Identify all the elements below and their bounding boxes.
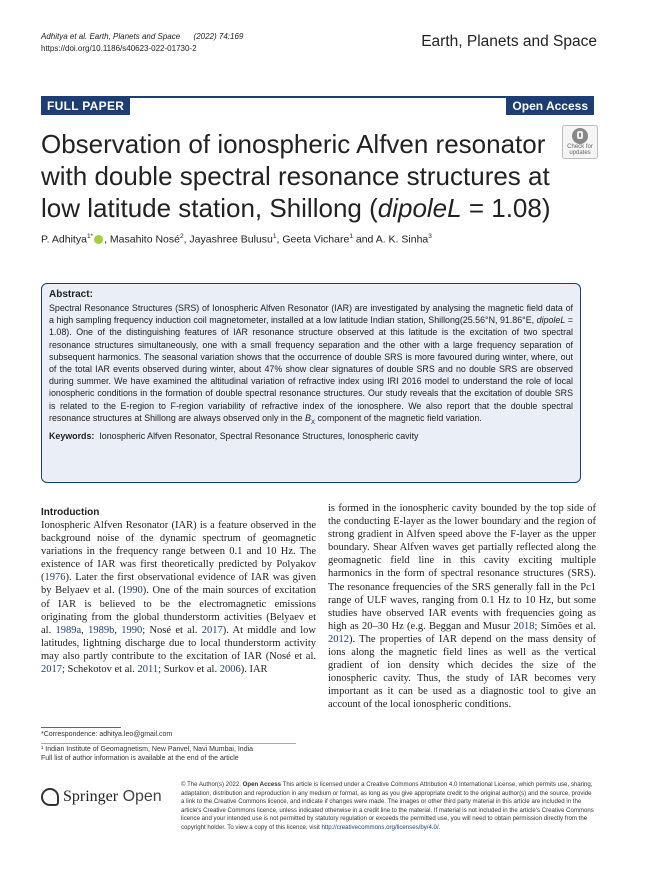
footnote-rule: [41, 727, 121, 728]
open-access-label: Open Access: [506, 98, 594, 115]
body-column-right: [328, 502, 596, 712]
ref-link[interactable]: 1989a: [55, 624, 82, 636]
affiliation-note: ¹ Indian Institute of Geomagnetism, New Panvel, Navi Mumbai, India: [41, 746, 254, 753]
abstract-text: Spectral Resonance Structures (SRS) of Ionospheric Alfven Resonator (IAR) are investigated by analysing the magnetic field data of a high sampling frequency induction coil magnetometer, installed at a low latitude Indian station, Shillong(25.56°N, 91.86°E, dipoleL = 1.08). One of the distinguishing features of IAR resonance structure observed at this latitude is the excitation of two spectral resonance structures simultaneously, one with a small frequency separation and the other with a large frequency separation of subsequent harmonics. The seasonal variation shows that the occurrence of double SRS is more favoured during winter, where, out of the total IAR events observed during winter, about 47% show clear signatures of double SRS and no double SRS are observed during summer. We have examined the altitudinal variation of refractive index using IRI 2016 model to understand the role of local ionospheric conditions in the formation of double spectral resonance structures. Our study reveals that the excitation of double SRS is related to the E-region to F-region variability of refractive index of the ionosphere. We also report that the double spectral resonance structures at Shillong are always observed only in the $B_X$ component of the magnetic field variation.: [49, 303, 573, 426]
abstract-box: [41, 283, 581, 483]
ref-link[interactable]: 2018: [513, 620, 535, 632]
license-statement: © The Author(s) 2022. Open Access This article is licensed under a Creative Commons Attribution 4.0 International License, which permits use, sharing, adaptation, distribution and reproduction in any medium or format, as long as you give appropriate credit to the original author(s) and the source, provide a link to the Creative Commons licence, and indicate if changes were made. The images or other third party material in this article are included in the article's Creative Commons licence, unless indicated otherwise in a credit line to the material. If material is not included in the article's Creative Commons licence and your intended use is not permitted by statutory regulation or exceeds the permitted use, you will need to obtain permission directly from the copyright holder. To view a copy of this licence, visit http://creativecommons.org/licenses/by/4.0/.: [181, 781, 594, 831]
keywords: Keywords: Ionospheric Alfven Resonator, Spectral Resonance Structures, Ionospheric cavity: [49, 430, 419, 441]
author-list: P. Adhitya$^{1*}$ , Masahito Nosé$^2$, Jayashree Bulusu$^1$, Geeta Vichare$^1$ and A. K. Sinha$^3$: [41, 233, 432, 246]
ref-link[interactable]: 1990: [121, 585, 143, 597]
ref-link[interactable]: 2017: [201, 624, 223, 636]
publisher-logo: Springer Open: [41, 788, 162, 806]
ref-link[interactable]: 2006: [219, 664, 241, 676]
springer-horse-icon: [41, 788, 59, 806]
ref-link[interactable]: 1976: [44, 572, 66, 584]
ref-link[interactable]: 1989b: [88, 624, 115, 636]
running-header: [41, 31, 243, 55]
ref-link[interactable]: 2011: [137, 664, 159, 676]
check-for-updates-badge[interactable]: Check for updates: [562, 125, 598, 159]
body-column-left: [41, 506, 316, 676]
doi-link[interactable]: https://doi.org/10.1186/s40623-022-01730-2: [41, 44, 197, 53]
update-icon: [572, 128, 588, 144]
author-info-note: Full list of author information is available at the end of the article: [41, 755, 239, 762]
license-link[interactable]: http://creativecommons.org/licenses/by/4.0/: [321, 823, 439, 831]
article-title: Observation of ionospheric Alfven resonator with double spectral resonance structures at low latitude station, Shillong (dipoleL = 1.08): [41, 129, 551, 223]
intro-paragraph: Ionospheric Alfven Resonator (IAR) is a feature observed in the background noise of the dynamic spectrum of geomagnetic variations in the frequency range between 0.1 and 10 Hz. The existence of IAR was first theoretically predicted by Polyakov (1976). Later the first observational evidence of IAR was given by Belyaev et al. (1990). One of the main sources of excitation of IAR is believed to be the electromagnetic emissions originating from the global thunderstorm activities (Belyaev et al. 1989a, 1989b, 1990; Nosé et al. 2017). At middle and low latitudes, lightning discharge due to local thunderstorm activity may also partly contribute to the excitation of IAR (Nosé et al. 2017; Schekotov et al. 2011; Surkov et al. 2006). IAR: [41, 520, 317, 676]
footnote-divider: [41, 743, 296, 744]
article-type-label: FULL PAPER: [41, 98, 130, 115]
correspondence-note: *Correspondence: adhitya.leo@gmail.com: [41, 731, 173, 738]
ref-link[interactable]: 1990: [121, 624, 143, 636]
ref-link[interactable]: 2017: [41, 664, 62, 676]
ref-link[interactable]: 2012: [328, 633, 349, 645]
citation: Adhitya et al. Earth, Planets and Space: [41, 32, 181, 41]
intro-paragraph-continued: is formed in the ionospheric cavity bounded by the top side of the conducting E-layer as the lower boundary and the region of strong gradient in Alfven speed above the F-layer as the upper boundary. Shear Alfven waves get partially reflected along the geomagnetic field line in this cavity exciting multiple harmonics in the form of spectral resonance structures (SRS). The resonance frequencies of the SRS generally fall in the Pc1 range of ULF waves, ranging from 0.1 Hz to 10 Hz, but some studies have observed IAR events with frequencies going as high as 20–30 Hz (e.g. Beggan and Musur 2018; Simões et al. 2012). The properties of IAR depend on the mass density of ions along the magnetic field lines as well as the vertical gradient of ion density which decides the size of the ionospheric cavity. Thus, the study of IAR becomes very important as it can be used as a diagnostic tool to give an account of the local ionospheric conditions.: [328, 503, 596, 711]
journal-name: Earth, Planets and Space: [421, 33, 597, 50]
orcid-icon[interactable]: [94, 235, 103, 244]
year-volume: (2022) 74:169: [193, 32, 244, 41]
abstract-heading: Abstract:: [49, 289, 93, 300]
section-heading-introduction: Introduction: [41, 507, 100, 518]
